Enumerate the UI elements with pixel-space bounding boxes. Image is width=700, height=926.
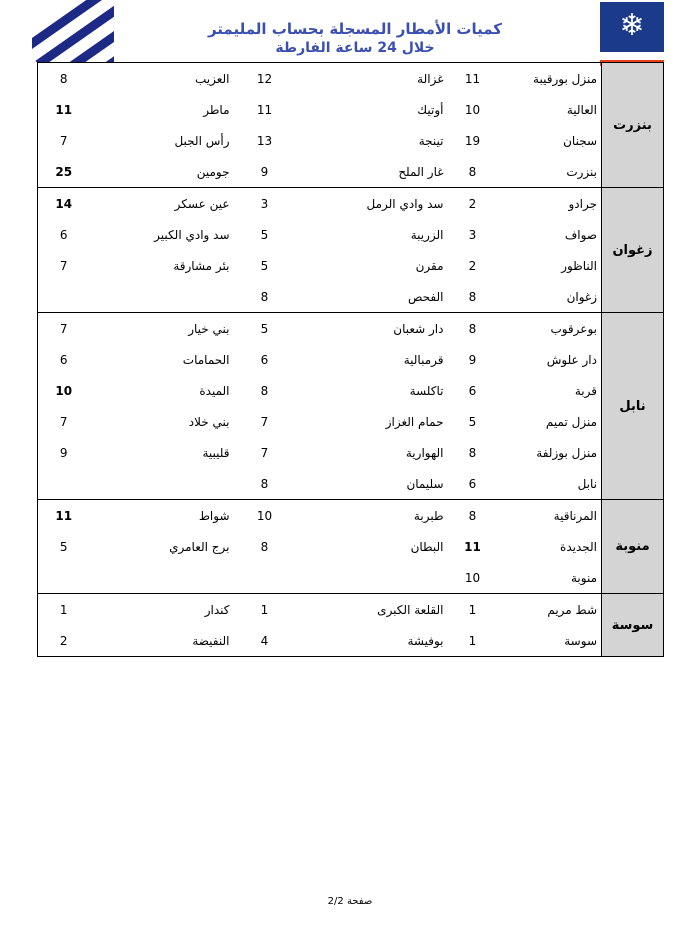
station-name: منزل بوزلفة — [498, 437, 602, 468]
station-name: البطان — [410, 539, 444, 554]
table-row — [38, 468, 664, 500]
station-name: بنزرت — [498, 156, 602, 188]
station-name: دار شعبان — [296, 313, 448, 345]
rain-value: 10 — [464, 570, 481, 585]
station-name: العالية — [498, 94, 602, 125]
decorative-stripes — [32, 0, 114, 62]
table-row — [38, 125, 664, 156]
table-row — [38, 594, 664, 626]
table-row — [38, 437, 664, 468]
station-name: صواف — [498, 219, 602, 250]
station-name: سوسة — [498, 625, 602, 657]
station-name: غزالة — [296, 63, 448, 95]
rain-value: 11 — [448, 63, 498, 95]
rain-value: 1 — [234, 594, 296, 626]
rain-value: 7 — [260, 414, 269, 429]
rain-value: 6 — [468, 383, 477, 398]
station-name: شط مريم — [498, 594, 602, 626]
rain-value: 7 — [38, 125, 90, 156]
rain-value: 3 — [234, 188, 296, 220]
rain-value: 11 — [38, 500, 90, 532]
table-row — [38, 313, 664, 345]
rain-value: 5 — [234, 313, 296, 345]
governorate-cell: سوسة — [602, 594, 664, 657]
rain-value: 7 — [38, 313, 90, 345]
rain-value: 8 — [468, 289, 477, 304]
rain-value: 7 — [260, 445, 269, 460]
rain-value: 7 — [38, 250, 90, 281]
station-name: مقرن — [415, 258, 444, 273]
table-row — [38, 562, 664, 594]
table-row — [38, 250, 664, 281]
station-name — [90, 281, 234, 313]
station-name: جومين — [196, 164, 230, 179]
rain-value: 1 — [448, 625, 498, 657]
station-name: غار الملح — [398, 164, 444, 179]
table-row — [38, 500, 664, 532]
station-name: كندار — [90, 594, 234, 626]
station-name: النفيضة — [90, 625, 234, 657]
rain-value: 14 — [38, 188, 90, 220]
station-name: طبربة — [296, 500, 448, 532]
station-name: قليبية — [202, 445, 230, 460]
station-name: منزل تميم — [498, 406, 602, 437]
station-name — [296, 562, 448, 594]
station-name — [90, 562, 234, 594]
station-name: عين عسكر — [90, 188, 234, 220]
rain-value: 5 — [38, 531, 90, 562]
station-name: الميدة — [199, 383, 230, 398]
table-row — [38, 94, 664, 125]
rain-value: 13 — [256, 133, 273, 148]
rain-value — [38, 281, 90, 313]
rain-value: 7 — [38, 406, 90, 437]
rain-value: 8 — [38, 63, 90, 95]
rain-value: 6 — [38, 219, 90, 250]
rain-value: 2 — [468, 258, 477, 273]
rain-value: 8 — [468, 164, 477, 179]
station-name: الفحص — [407, 289, 444, 304]
table-row — [38, 156, 664, 188]
institute-logo — [600, 2, 664, 66]
rain-value: 4 — [234, 625, 296, 657]
rain-value — [234, 562, 296, 594]
page-number: صفحة 2/2 — [327, 896, 373, 907]
rain-value: 11 — [256, 102, 273, 117]
station-name: الزريبة — [410, 227, 444, 242]
rain-value: 2 — [38, 625, 90, 657]
rain-value: 8 — [260, 476, 269, 491]
rain-value: 5 — [468, 414, 477, 429]
rain-value: 1 — [38, 594, 90, 626]
station-name: القلعة الكبرى — [296, 594, 448, 626]
table-row — [38, 531, 664, 562]
station-name: سليمان — [406, 476, 444, 491]
rain-value: 8 — [468, 445, 477, 460]
rain-value: 5 — [260, 227, 269, 242]
rain-value: 8 — [260, 383, 269, 398]
rain-value: 8 — [448, 313, 498, 345]
rain-value: 6 — [260, 352, 269, 367]
rain-value: 12 — [234, 63, 296, 95]
station-name: بوعرقوب — [498, 313, 602, 345]
governorate-cell: بنزرت — [602, 63, 664, 188]
rain-value: 3 — [468, 227, 477, 242]
rain-value: 6 — [38, 344, 90, 375]
rain-value: 9 — [260, 164, 269, 179]
station-name: العزيب — [90, 63, 234, 95]
station-name: جرادو — [498, 188, 602, 220]
station-name: رأس الجبل — [174, 133, 230, 148]
station-name: نابل — [498, 468, 602, 500]
table-row — [38, 344, 664, 375]
station-name: الحمامات — [182, 352, 230, 367]
station-name: منوبة — [498, 562, 602, 594]
governorate-cell: زغوان — [602, 188, 664, 313]
station-name: دار علوش — [498, 344, 602, 375]
station-name: ماطر — [203, 102, 230, 117]
station-name: قربة — [498, 375, 602, 406]
rain-value: 8 — [448, 500, 498, 532]
station-name: الهوارية — [405, 445, 444, 460]
rain-value: 8 — [260, 289, 269, 304]
station-name — [90, 468, 234, 500]
station-name: بوفيشة — [296, 625, 448, 657]
station-name: حمام الغزاز — [385, 414, 444, 429]
rain-value: 6 — [468, 476, 477, 491]
rain-value: 1 — [448, 594, 498, 626]
station-name: تاكلسة — [409, 383, 444, 398]
rain-value: 10 — [38, 375, 90, 406]
table-row — [38, 625, 664, 657]
governorate-cell: نابل — [602, 313, 664, 500]
station-name: سجنان — [498, 125, 602, 156]
station-name: سد وادي الكبير — [154, 227, 230, 242]
page-subtitle: خلال 24 ساعة الفارطة — [275, 40, 435, 56]
rain-value: 10 — [464, 102, 481, 117]
rain-value: 9 — [38, 437, 90, 468]
page-title: كميات الأمطار المسجلة بحساب المليمتر — [207, 20, 503, 38]
rain-value: 25 — [38, 156, 90, 188]
table-row — [38, 375, 664, 406]
station-name: منزل بورقيبة — [498, 63, 602, 95]
rain-value: 11 — [464, 539, 481, 554]
table-row — [38, 188, 664, 220]
rain-value — [38, 468, 90, 500]
rainfall-table — [37, 62, 664, 657]
station-name: قرمبالية — [403, 352, 444, 367]
table-row — [38, 281, 664, 313]
table-row — [38, 406, 664, 437]
snowflake-icon: ❄ — [619, 8, 645, 43]
station-name: سد وادي الرمل — [296, 188, 448, 220]
station-name: تينجة — [418, 133, 444, 148]
table-row — [38, 219, 664, 250]
rain-value: 19 — [464, 133, 481, 148]
rain-value: 10 — [234, 500, 296, 532]
station-name: بئر مشارقة — [173, 258, 230, 273]
rain-value: 9 — [468, 352, 477, 367]
station-name: المرناقية — [498, 500, 602, 532]
rain-value — [38, 562, 90, 594]
station-name: برج العامري — [169, 539, 230, 554]
station-name: الجديدة — [498, 531, 602, 562]
rain-value: 5 — [260, 258, 269, 273]
station-name: الناظور — [498, 250, 602, 281]
rain-value: 8 — [260, 539, 269, 554]
station-name: زغوان — [498, 281, 602, 313]
rain-value: 11 — [38, 94, 90, 125]
station-name: شواط — [90, 500, 234, 532]
station-name: بني خلاد — [188, 414, 230, 429]
governorate-cell: منوبة — [602, 500, 664, 594]
rain-value: 2 — [448, 188, 498, 220]
table-row — [38, 63, 664, 95]
station-name: أوتيك — [417, 102, 444, 117]
station-name: بني خيار — [90, 313, 234, 345]
